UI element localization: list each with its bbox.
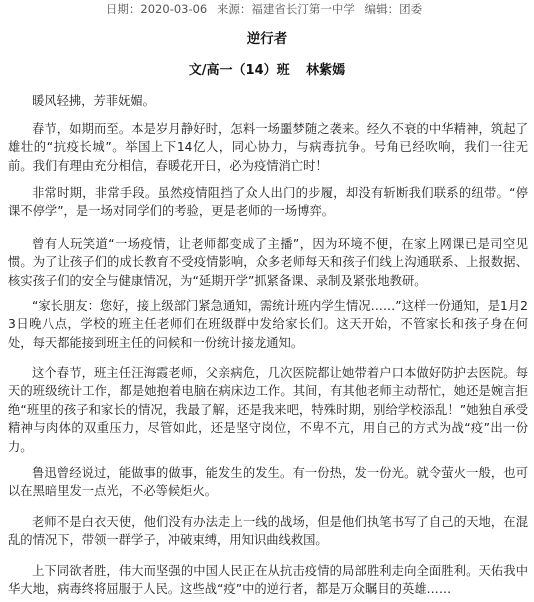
editor-label: 编辑：团委 xyxy=(364,2,423,16)
byline-class: 文/高一（14）班 xyxy=(188,63,290,78)
paragraph-1: 暖风轻拂，芳菲妩媚。 xyxy=(32,94,155,108)
paragraph-4: 曾有人玩笑道“一场疫情，让老师都变成了主播”，因为环境不便，在家上网课已是司空见惯。为了让孩子们的成长教育不受疫情影响，众多老师每天和孩子们线上沟通联系、上报数据、核实孩子们的安全与健康情况，为“延期开学”抓紧备课、录制及紧张地教研。 xyxy=(8,237,528,288)
paragraph-5: “家长朋友：您好，接上级部门紧急通知，需统计班内学生情况……”这样一份通知，是1月23日晚八点，学校的班主任老师们在班级群中发给家长们。这天开始，不管家长和孩子身在何处，每天都能接到班主任的问候和一份统计接龙通知。 xyxy=(8,299,528,350)
paragraph-7: 鲁迅曾经说过，能做事的做事，能发生的发生。有一份热，发一份光。就令萤火一般，也可以在黑暗里发一点光，不必等候炬火。 xyxy=(8,466,528,499)
paragraph-9: 上下同欲者胜，伟大而坚强的中国人民正在从抗击疫情的局部胜利走向全面胜利。天佑我中华大地，病毒终将屈服于人民。这些战“疫”中的逆行者，都是万众瞩目的英雄…… xyxy=(8,564,528,597)
date-label: 日期：2020-03-06 xyxy=(105,2,208,16)
byline-author: 林紫嫣 xyxy=(306,63,346,78)
source-label: 来源：福建省长汀第一中学 xyxy=(216,2,355,16)
paragraph-3: 非常时期，非常手段。虽然疫情阻挡了众人出门的步履，却没有斩断我们联系的纽带。“停课不停学”，是一场对同学们的考验，更是老师的一场博弈。 xyxy=(8,186,528,219)
paragraph-6: 这个春节，班主任汪海霞老师，父亲病危，几次医院都让她带着户口本做好防护去医院。每天的班级统计工作，都是她抱着电脑在病床边工作。其间，有其他老师主动帮忙，她还是婉言拒绝“班里的孩子和家长的情况，我最了解，还是我来吧，特殊时期，别给学校添乱！”她独自承受精神与肉体的双重压力，尽管如此，还是坚守岗位，不卑不亢，用自己的方式为战“疫”出一份力。 xyxy=(8,366,528,454)
paragraph-8: 老师不是白衣天使，他们没有办法走上一线的战场，但是他们执笔书写了自己的天地，在混乱的情况下，带领一群学子，冲破束缚，用知识曲线救国。 xyxy=(8,515,528,548)
article-meta-line xyxy=(0,0,534,18)
article-byline xyxy=(0,62,534,80)
article-title: 逆行者 xyxy=(246,31,288,47)
paragraph-2: 春节，如期而至。本是岁月静好时，怎料一场噩梦随之袭来。经久不衰的中华精神，筑起了雄壮的“抗疫长城”。举国上下14亿人，同心协力，与病毒抗争。号角已经吹响，我们一往无前。我们有理由充分相信，春暖花开日，必为疫情消亡时！ xyxy=(8,122,528,173)
